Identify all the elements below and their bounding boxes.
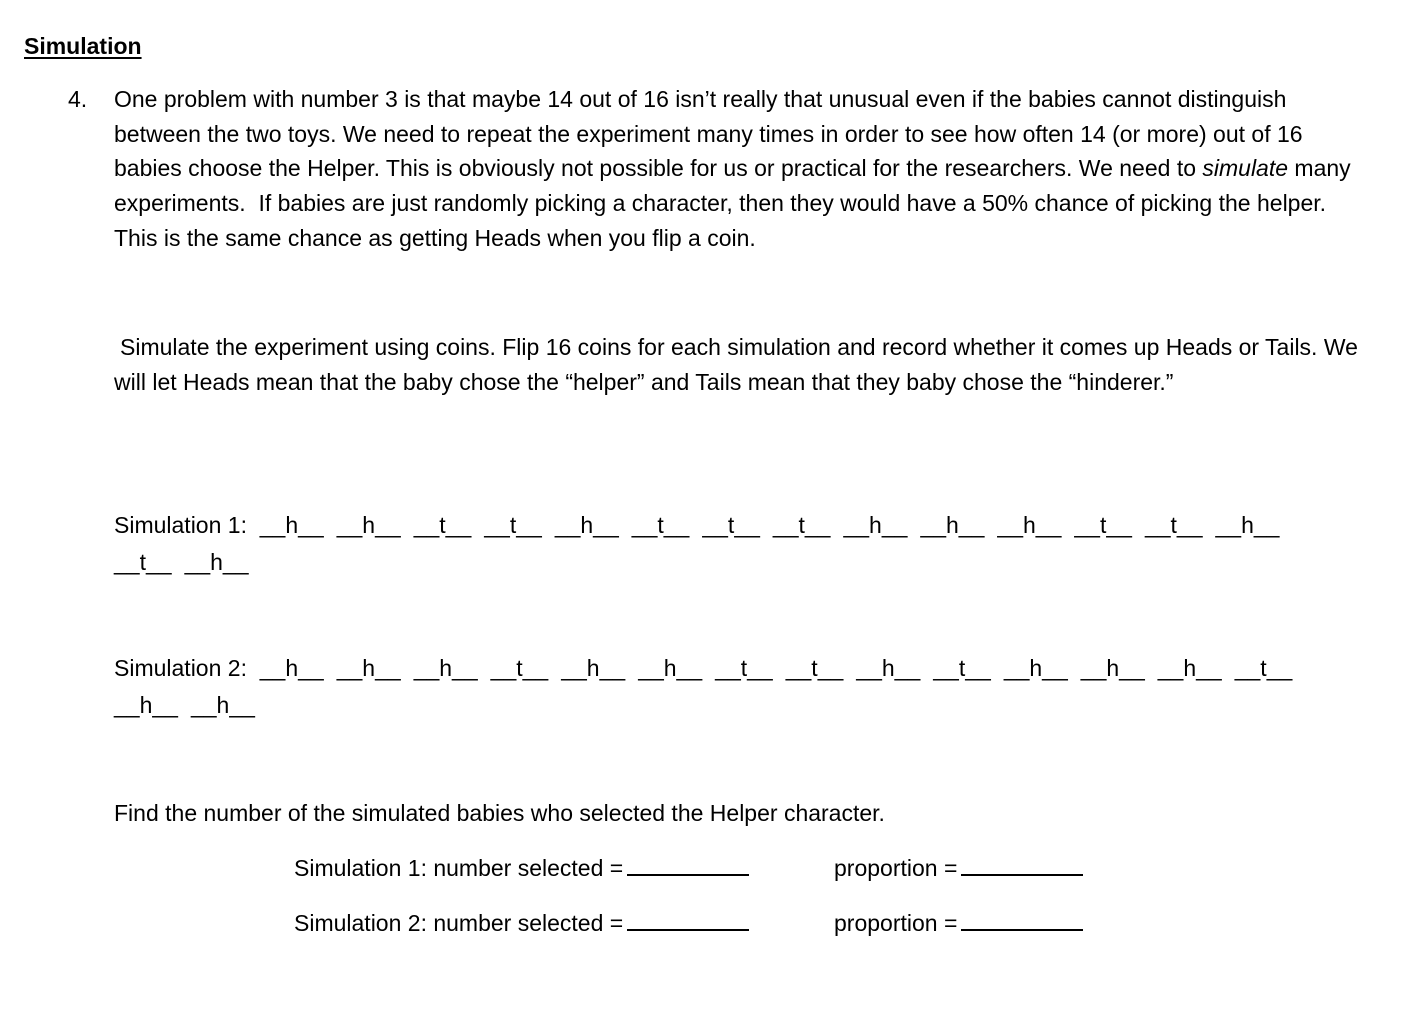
sim2-flip-15[interactable]: __h__ — [114, 692, 178, 718]
sim1-flip-13[interactable]: __t__ — [1144, 512, 1203, 538]
question-paragraph-1: One problem with number 3 is that maybe 14 out of 16 isn’t really that unusual even if the babies cannot distinguish between the two toys. We need to repeat the experiment many times in order to see how often 14 (or more) out of 16 babies choose the Helper. This is obviously not possible for us or practical for the researchers. We need to simulate many experiments. If babies are just randomly picking a character, then they would have a 50% chance of picking the helper. This is the same chance as getting Heads when you flip a coin. — [114, 86, 1351, 251]
sim2-flip-3[interactable]: __h__ — [413, 655, 478, 681]
sim1-flip-4[interactable]: __t__ — [484, 512, 542, 538]
section-title: Simulation — [24, 33, 142, 59]
sim2-flip-6[interactable]: __h__ — [638, 655, 703, 681]
simulation-2-line-1 — [114, 651, 1384, 686]
sim2-flip-4[interactable]: __t__ — [490, 655, 549, 681]
sim1-flip-8[interactable]: __t__ — [772, 512, 831, 538]
sim2-flip-14[interactable]: __t__ — [1234, 655, 1293, 681]
sim2-flip-10[interactable]: __t__ — [933, 655, 991, 681]
sim1-flip-16[interactable]: __h__ — [184, 549, 249, 575]
result-2-label: Simulation 2: number selected = — [294, 910, 624, 936]
result-1-label: Simulation 1: number selected = — [294, 855, 624, 881]
sim2-flip-8[interactable]: __t__ — [785, 655, 844, 681]
sim2-flip-9[interactable]: __h__ — [856, 655, 921, 681]
question-number: 4. — [68, 86, 88, 112]
sim2-flip-11[interactable]: __h__ — [1003, 655, 1068, 681]
sim1-flip-12[interactable]: __t__ — [1074, 512, 1132, 538]
sim1-flip-7[interactable]: __t__ — [702, 512, 760, 538]
sim2-flip-2[interactable]: __h__ — [336, 655, 401, 681]
result-2-proportion — [834, 905, 1083, 941]
sim2-flip-12[interactable]: __h__ — [1080, 655, 1145, 681]
sim1-flip-11[interactable]: __h__ — [997, 512, 1062, 538]
sim2-flip-7[interactable]: __t__ — [715, 655, 773, 681]
simulation-1-label: Simulation 1: — [114, 512, 247, 538]
simulation-2-label: Simulation 2: — [114, 655, 247, 681]
simulation-1-flips — [260, 512, 1280, 538]
sim1-flip-3[interactable]: __t__ — [413, 512, 472, 538]
proportion-label-2: proportion = — [834, 910, 958, 936]
sim2-flip-16[interactable]: __h__ — [190, 692, 255, 718]
number-selected-blank-1[interactable] — [627, 850, 749, 876]
sim1-flip-1[interactable]: __h__ — [259, 512, 324, 538]
proportion-label-1: proportion = — [834, 855, 958, 881]
result-1-proportion — [834, 850, 1083, 886]
result-row-1 — [294, 850, 958, 886]
simulation-1-line-1 — [114, 508, 1384, 543]
sim1-flip-14[interactable]: __h__ — [1215, 512, 1280, 538]
sim1-flip-9[interactable]: __h__ — [843, 512, 908, 538]
sim1-flip-2[interactable]: __h__ — [336, 512, 401, 538]
sim2-flip-5[interactable]: __h__ — [561, 655, 626, 681]
simulation-1-line-2 — [114, 545, 249, 580]
number-selected-blank-2[interactable] — [627, 905, 749, 931]
sim1-flip-5[interactable]: __h__ — [554, 512, 619, 538]
sim2-flip-1[interactable]: __h__ — [259, 655, 324, 681]
sim1-flip-6[interactable]: __t__ — [631, 512, 690, 538]
find-prompt: Find the number of the simulated babies who selected the Helper character. — [114, 800, 885, 826]
simulation-2-flips — [260, 655, 1293, 681]
sim1-flip-15[interactable]: __t__ — [114, 549, 172, 575]
result-row-2 — [294, 905, 958, 941]
proportion-blank-2[interactable] — [961, 905, 1083, 931]
sim2-flip-13[interactable]: __h__ — [1157, 655, 1222, 681]
sim1-flip-10[interactable]: __h__ — [920, 512, 985, 538]
question-paragraph-2: Simulate the experiment using coins. Flip 16 coins for each simulation and record whether it comes up Heads or Tails. We will let Heads mean that the baby chose the “helper” and Tails mean that they baby chose the “hinderer.” — [114, 334, 1358, 395]
proportion-blank-1[interactable] — [961, 850, 1083, 876]
simulation-2-line-2 — [114, 688, 255, 723]
